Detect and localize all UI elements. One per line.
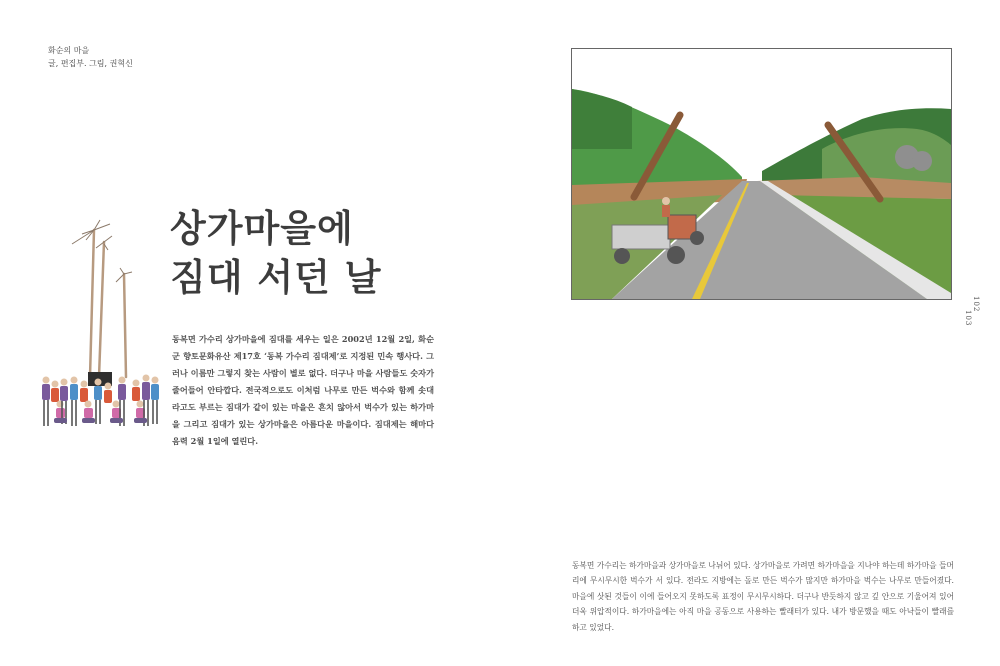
road-scene	[572, 49, 951, 299]
road-illustration	[571, 48, 952, 300]
intro-paragraph: 동복면 가수리 상가마을에 짐대를 세우는 일은 2002년 12월 2일, 화순군 향토문화유산 제17호 ‘동복 가수리 짐대제’로 지정된 민속 행사다. 그러나 이름만 그렇지 찾는 사람이 별로 없다. 더구나 마을 사람들도 숫자가 줄어들어 안타깝다. 전국적으로도 이처럼 나무로 만든 벅수와 함께 솟대라고도 부르는 짐대가 같이 있는 마을은 흔치 않아서 벅수가 있는 하가마을 그리고 짐대가 있는 상가마을은 아름다운 마을이다. 짐대제는 해마다 음력 2월 1일에 열린다.	[172, 334, 434, 447]
page-number-left: 102	[972, 296, 980, 313]
poles-villagers-illustration	[38, 212, 166, 436]
page-number-right: 103	[964, 310, 972, 327]
section-title: 화순의 마을	[48, 46, 90, 55]
villagers-group	[42, 375, 159, 427]
headline-line-2: 짐대 서던 날	[170, 255, 382, 299]
wooden-poles	[90, 230, 126, 377]
credits: 글, 편집부. 그림, 권혁신	[48, 59, 133, 68]
page-numbers	[964, 296, 980, 326]
page-header	[48, 44, 133, 70]
body-paragraph: 동복면 가수리는 하가마을과 상가마을로 나뉘어 있다. 상가마을로 가려면 하가마을을 지나야 하는데 하가마을 들머리에 무시무시한 벅수가 서 있다. 전라도 지방에는 돌로 만든 벅수가 많지만 하가마을 벅수는 나무로 만들어졌다. 마을에 삿된 것들이 이에 들어오지 못하도록 표정이 무시무시하다. 더구나 반듯하지 않고 깊 안으로 기울어져 있어 더욱 위압적이다. 하가마을에는 아직 마을 공동으로 사용하는 빨래터가 있다. 내가 방문했을 때도 아낙들이 빨래를 하고 있었다.	[572, 560, 954, 632]
headline	[170, 204, 381, 302]
headline-line-1: 상가마을에	[170, 206, 354, 250]
